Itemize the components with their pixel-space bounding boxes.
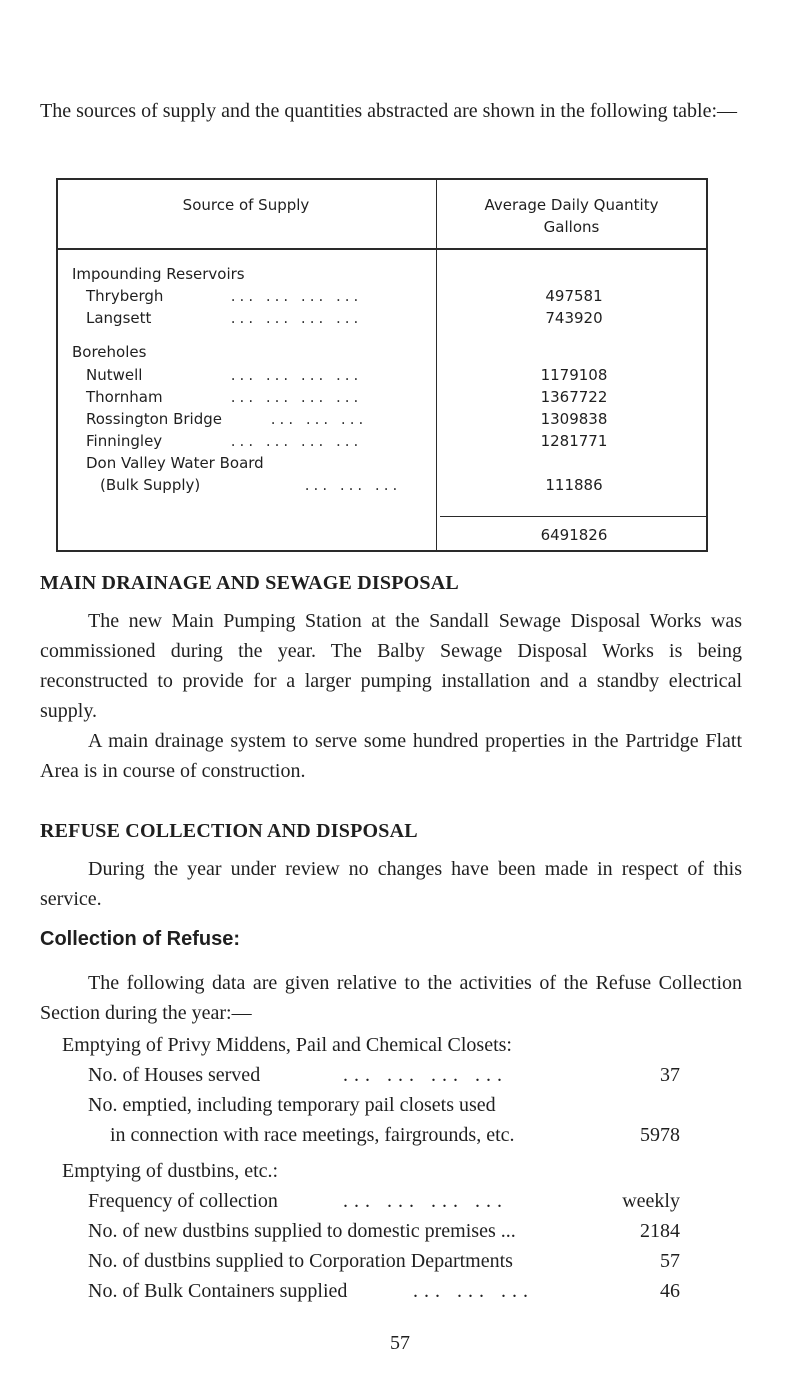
row-value: 1281771 bbox=[540, 432, 608, 450]
collection-subheading: Collection of Refuse: bbox=[40, 928, 241, 950]
main-drainage-heading: MAIN DRAINAGE AND SEWAGE DISPOSAL bbox=[40, 572, 459, 594]
corporation-dustbins-value: 57 bbox=[660, 1250, 680, 1272]
main-drainage-paragraph-1: The new Main Pumping Station at the Sandall Sewage Disposal Works was commissioned during the year. The Balby Sewage Disposal Works is being reconstructed to provide for a larger pumping installation and a standby electrical supply. bbox=[40, 610, 742, 722]
table-row bbox=[86, 388, 362, 406]
frequency-text: Frequency of collection bbox=[88, 1190, 278, 1212]
table-total: 6491826 bbox=[540, 526, 608, 544]
column-header-quantity-line2: Gallons bbox=[543, 218, 600, 236]
houses-served-label bbox=[88, 1064, 508, 1087]
row-value: 497581 bbox=[545, 287, 603, 305]
frequency-label bbox=[88, 1190, 508, 1213]
houses-served-text: No. of Houses served bbox=[88, 1064, 261, 1086]
row-name: Nutwell bbox=[86, 366, 143, 384]
emptied-label-line2: in connection with race meetings, fairgrounds, etc. bbox=[110, 1124, 515, 1146]
total-rule bbox=[440, 516, 708, 517]
leader-dots: ... ... ... bbox=[304, 476, 402, 494]
refuse-heading: REFUSE COLLECTION AND DISPOSAL bbox=[40, 820, 418, 842]
group-label-boreholes: Boreholes bbox=[72, 343, 147, 361]
new-dustbins-value: 2184 bbox=[640, 1220, 680, 1242]
row-name: Thornham bbox=[86, 388, 163, 406]
column-header-quantity bbox=[437, 194, 706, 238]
page-number: 57 bbox=[390, 1332, 410, 1354]
row-name: Don Valley Water Board bbox=[86, 454, 264, 472]
table-row bbox=[86, 309, 362, 327]
column-header-source: Source of Supply bbox=[182, 196, 310, 214]
table-bottom-border bbox=[56, 550, 708, 552]
dustbins-heading: Emptying of dustbins, etc.: bbox=[62, 1160, 279, 1182]
table-row bbox=[100, 476, 401, 494]
row-value: 1309838 bbox=[540, 410, 608, 428]
row-name: Finningley bbox=[86, 432, 163, 450]
new-dustbins-label: No. of new dustbins supplied to domestic premises ... bbox=[88, 1220, 516, 1242]
row-name: (Bulk Supply) bbox=[100, 476, 201, 494]
table-row bbox=[86, 287, 362, 305]
refuse-paragraph-2: The following data are given relative to the activities of the Refuse Collection Section during the year:— bbox=[40, 972, 742, 1024]
row-name: Thrybergh bbox=[86, 287, 164, 305]
leader-dots: ... ... ... bbox=[270, 410, 368, 428]
leader-dots: ... ... ... ... bbox=[230, 388, 363, 406]
column-header-quantity-line1: Average Daily Quantity bbox=[484, 196, 659, 214]
leader-dots: ... ... ... ... bbox=[230, 309, 363, 327]
table-row bbox=[86, 410, 367, 428]
group-label-reservoirs: Impounding Reservoirs bbox=[72, 265, 245, 283]
houses-served-value: 37 bbox=[660, 1064, 680, 1086]
row-name: Langsett bbox=[86, 309, 152, 327]
bulk-containers-text: No. of Bulk Containers supplied bbox=[88, 1280, 348, 1302]
header-underline bbox=[56, 248, 708, 250]
bulk-containers-label bbox=[88, 1280, 534, 1303]
refuse-paragraph-1: During the year under review no changes have been made in respect of this service. bbox=[40, 858, 742, 910]
leader-dots: ... ... ... ... bbox=[230, 432, 363, 450]
emptied-value: 5978 bbox=[640, 1124, 680, 1146]
frequency-value: weekly bbox=[622, 1190, 680, 1212]
main-drainage-paragraph-2: A main drainage system to serve some hundred properties in the Partridge Flatt Area is in course of construction. bbox=[40, 730, 742, 782]
row-value: 743920 bbox=[545, 309, 603, 327]
row-value: 1179108 bbox=[540, 366, 608, 384]
leader-dots: ... ... ... bbox=[413, 1280, 534, 1302]
leader-dots: ... ... ... ... bbox=[230, 287, 363, 305]
bulk-containers-value: 46 bbox=[660, 1280, 680, 1302]
emptied-label-line1: No. emptied, including temporary pail closets used bbox=[88, 1094, 496, 1116]
table-right-border bbox=[706, 178, 708, 552]
row-value: 1367722 bbox=[540, 388, 608, 406]
table-top-border bbox=[56, 178, 708, 180]
leader-dots: ... ... ... ... bbox=[230, 366, 363, 384]
row-value: 111886 bbox=[545, 476, 603, 494]
table-left-border bbox=[56, 178, 58, 552]
table-row bbox=[86, 454, 264, 472]
table-row bbox=[86, 366, 362, 384]
table-row bbox=[86, 432, 362, 450]
privy-heading: Emptying of Privy Middens, Pail and Chemical Closets: bbox=[62, 1034, 512, 1056]
row-name: Rossington Bridge bbox=[86, 410, 222, 428]
supply-table bbox=[56, 178, 706, 552]
corporation-dustbins-label: No. of dustbins supplied to Corporation Departments bbox=[88, 1250, 513, 1272]
leader-dots: ... ... ... ... bbox=[343, 1064, 508, 1086]
intro-paragraph: The sources of supply and the quantities abstracted are shown in the following table:— bbox=[40, 100, 738, 122]
leader-dots: ... ... ... ... bbox=[343, 1190, 508, 1212]
